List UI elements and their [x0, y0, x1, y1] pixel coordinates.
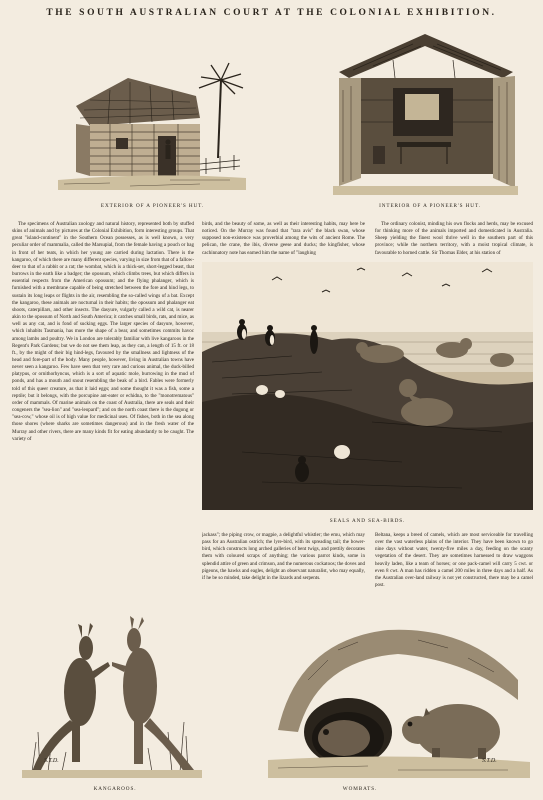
seals-caption: SEALS AND SEA-BIRDS.	[329, 518, 406, 524]
article-column-1	[12, 221, 194, 578]
wombats-signature: S.T.D.	[482, 758, 497, 764]
wombats-engraving	[268, 620, 530, 778]
exterior-hut-caption: EXTERIOR OF A PIONEER'S HUT.	[100, 203, 205, 209]
kangaroos-signature: S.T.D.	[44, 758, 59, 764]
page-title: THE SOUTH AUSTRALIAN COURT AT THE COLONIAL EXHIBITION.	[46, 8, 497, 18]
exterior-hut-engraving	[50, 40, 250, 195]
interior-hut-engraving	[333, 30, 518, 195]
article-column-3	[375, 221, 533, 257]
kangaroos-engraving	[22, 582, 202, 778]
article-paragraph: jackass"; the piping crow, or magpie, a delightful whistler; the emu, which may pass for an Australian ostrich; the lyre-bird, with its spreading tail; the bower-bird, which constructs long arched galleries of bent twigs, and prettily decorates them with coloured scraps of anything; the various parrot kinds, some in splendid attire of green and crimson, and the numerous cockatoos; the doves and pigeons, the hawks and eagles, delight an observant naturalist, who may equally, if he be so minded, take delight in the lizards and serpents.	[202, 532, 365, 581]
article-paragraph: The ordinary colonist, minding his own flocks and herds, may be excused for thinking more of the animals imported and domesticated in Australia. Sheep yielding the finest wool thrive well in the southern part of this province; while the northern territory, with a moist tropical climate, is favourable to horned cattle. Sir Thomas Elder, at his station of	[375, 221, 533, 256]
article-column-2	[202, 221, 365, 257]
article-paragraph: The specimens of Australian zoology and natural history, represented both by stuffed skins of animals and by pictures at the Colonial Exhibition, form interesting groups. That great "island-continent" in the Southern Ocean possesses, as is well known, a very peculiar order of mammalia, called the Marsupial, from the female having a pouch or bag in front of her teats, in which her young are carried during lactation. There is the kangaroo, of which there are many different species, varying in size from that of a fallow-deer to that of a rabbit or a rat; the wombat, which is a thick-set, short-legged beast, that burrows in the earth like a badger; the opossum, which climbs trees, but which differs in essential respects from the American opossum; and the flying phalanger, which is furnished with a membrane capable of being stretched between the fore and hind legs, to sustain its long leaps or flights in the air, resembling the so-called wings of a bat. Except the kangaroo, these animals are nocturnal in their habits; the opossum and phalanger eat shoots, caterpillars, and other insects. The dasyure, vulgarly called a wild cat, is nearer akin to the opossum of North and South America; it catches small birds, rats, and mice, as well as any cat, and is fond of sucking eggs. The larger species of dasyure, however, which inhabits Tasmania, has more the shape of a bear, and sometimes commits havoc among lambs and poultry. We in London are tolerably familiar with live kangaroos in the Regent's Park Gardens; but we do not see them leap, as they can, a length of 15 ft. or 18 ft., by the might of their big hind-legs, favoured by the smallness and lightness of the head and fore-part of the body. Many people, however, living in Australian towns have never seen a kangaroo. Few have seen that very rare and curious animal, the duck-billed platypus, or ornithorhyncus, which is a sort of aquatic mole, burrowing in the mud of ponds, and has a mouth and snout resembling the beak of a bird. Fables were formerly told of this queer creature, as that it laid eggs; and some thought it was a fish, some a reptile; but it belongs, with the porcupine ant-eater or echidna, to the "monotrematous" order of mammals. Of marine animals on the coast of Australia, there are seals and their congeners the "sea-lion" and "sea-leopard"; and on the north coast there is the dugong or "sea-cow," whose oil is of high value for medicinal uses. Of fishes, both in the sea along those shores (where sharks are sometimes dangerous) and in the fresh water of the Murray and other rivers, there are many kinds fit for eating abundantly to be caught. The variety of	[12, 221, 194, 442]
seals-engraving	[202, 262, 533, 510]
article-paragraph: Beltana, keeps a breed of camels, which are most serviceable for travelling over the vast waterless plains of the interior. They have been known to go nine days without water, twenty-five miles a day, feeding on the scanty vegetation of the desert. They are sometimes harnessed to draw waggons heavily laden, like a team of horses; or one pack-camel will carry 5 cwt. or even 8 cwt. A man has ridden a camel 200 miles in three days and a half. As the Australian over-land railway is not yet constructed, there may be a camel post.	[375, 532, 533, 589]
wombats-caption: WOMBATS.	[342, 786, 378, 792]
article-column-4	[202, 532, 365, 618]
interior-hut-caption: INTERIOR OF A PIONEER'S HUT.	[379, 203, 481, 209]
kangaroos-caption: KANGAROOS.	[93, 786, 137, 792]
article-column-5	[375, 532, 533, 618]
article-paragraph: birds, and the beauty of some, as well as their interesting habits, may here be noticed. On the Murray was found that "rara avis" the black swan, whose supposed non-existence was proverbial among the wits of ancient Rome. The pelican, the crane, the ibis, diverse geese and ducks; the kingfisher, whose cachinnatory note has earned him the name of "laughing	[202, 221, 365, 256]
